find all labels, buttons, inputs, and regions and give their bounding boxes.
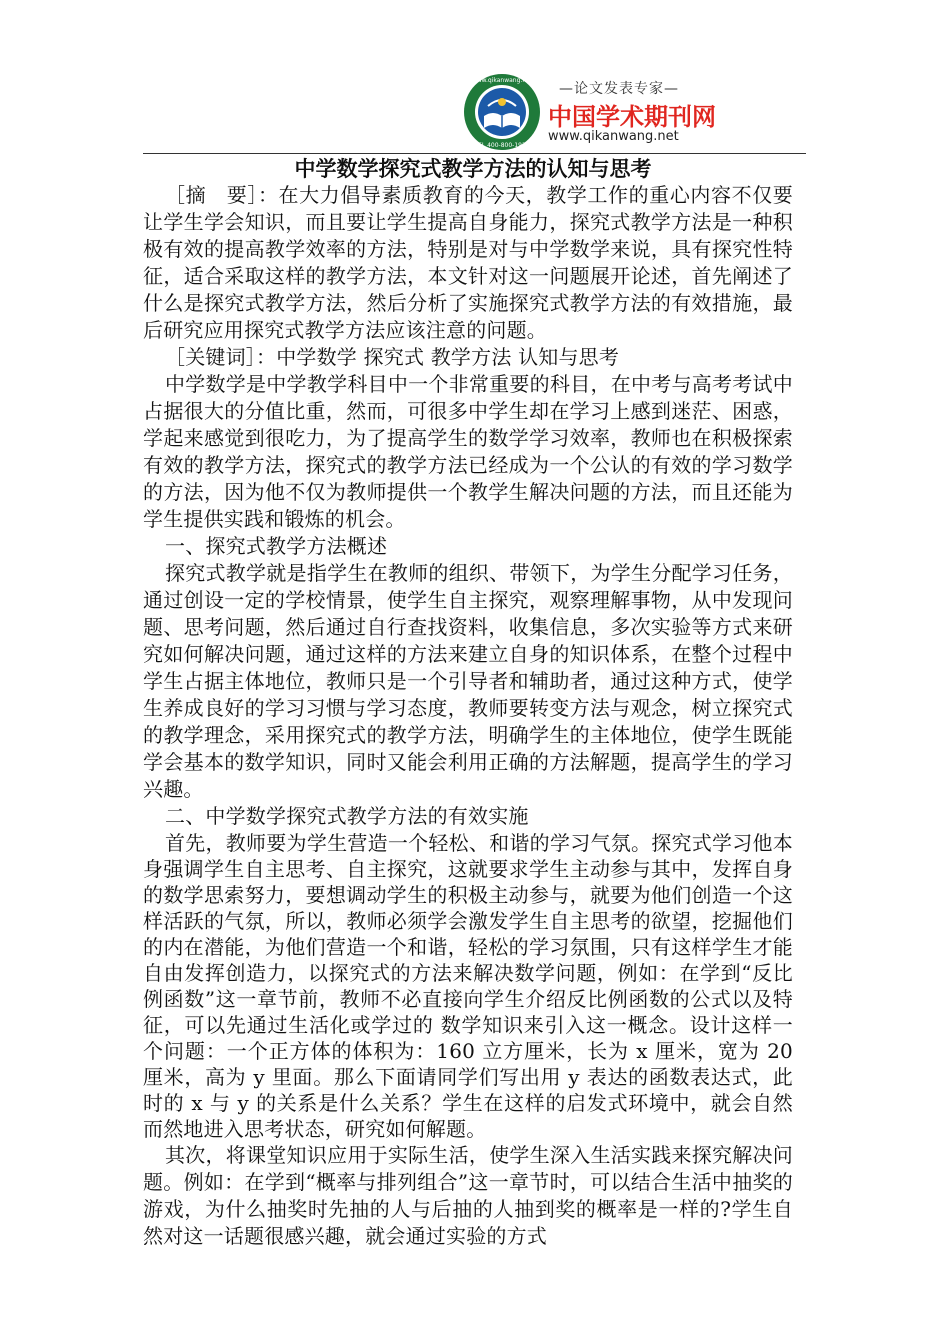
logo-site-name: 中国学术期刊网 <box>548 103 716 131</box>
seal-text-top: www.qikanwang.net <box>471 77 533 84</box>
section-1-paragraph: 探究式教学就是指学生在教师的组织、带领下，为学生分配学习任务，通过创设一定的学校情景，使学生自主探究，观察理解事物，从中发现问题、思考问题，然后通过自行查找资料，收集信息，多次实验等方式来研究如何解决问题，通过这样的方法来建立自身的知识体系，在整个过程中学生占据主体地位，教师只是一个引导者和辅助者，通过这种方式，使学生养成良好的学习习惯与学习态度，教师要转变方法与观念，树立探究式的教学理念，采用探究式的教学方法，明确学生的主体地位，使学生既能学会基本的数学知识，同时又能会利用正确的方法解题，提高学生的学习兴趣。 <box>143 561 793 801</box>
journal-logo <box>462 72 716 152</box>
globe-book-seal-icon <box>462 72 542 152</box>
intro-paragraph: 中学数学是中学教学科目中一个非常重要的科目，在中考与高考考试中占据很大的分值比重，然而，可很多中学生却在学习上感到迷茫、困惑，学起来感觉到很吃力，为了提高学生的数学学习效率，教师也在积极探索有效的教学方法，探究式的教学方法已经成为一个公认的有效的学习数学的方法，因为他不仅为教师提供一个教学生解决问题的方法，而且还能为学生提供实践和锻炼的机会。 <box>143 372 793 531</box>
document-body <box>143 156 793 1250</box>
logo-slogan: —论文发表专家— <box>559 81 679 97</box>
abstract-paragraph: ［摘 要］：在大力倡导素质教育的今天，教学工作的重心内容不仅要让学生学会知识，而且要让学生提高自身能力，探究式教学方法是一种积极有效的提高教学效率的方法，特别是对与中学数学来说，具有探究性特征，适合采取这样的教学方法，本文针对这一问题展开论述，首先阐述了什么是探究式教学方法，然后分析了实施探究式教学方法的有效措施，最后研究应用探究式教学方法应该注意的问题。 <box>143 183 793 342</box>
section-heading-1: 一、探究式教学方法概述 <box>165 534 388 558</box>
header-rule <box>143 153 806 154</box>
page-header <box>0 0 950 160</box>
section-2-paragraph-2: 其次，将课堂知识应用于实际生活，使学生深入生活实践来探究解决问题。例如：在学到“概率与排列组合”这一章节时，可以结合生活中抽奖的游戏，为什么抽奖时先抽的人与后抽的人抽到奖的概率是一样的?学生自然对这一话题很感兴趣，就会通过实验的方式 <box>143 1143 793 1248</box>
section-heading-2: 二、中学数学探究式教学方法的有效实施 <box>165 804 529 828</box>
section-2-paragraph-1: 首先，教师要为学生营造一个轻松、和谐的学习气氛。探究式学习他本身强调学生自主思考、自主探究，这就要求学生主动参与其中，发挥自身的数学思索努力，要想调动学生的积极主动参与，就要为他们创造一个这样活跃的气氛，所以，教师必须学会激发学生自主思考的欲望，挖掘他们的内在潜能，为他们营造一个和谐，轻松的学习氛围，只有这样学生才能自由发挥创造力，以探究式的方法来解决数学问题，例如：在学到“反比例函数”这一章节前，教师不必直接向学生介绍反比例函数的公式以及特征，可以先通过生活化或学过的 数学知识来引入这一概念。设计这样一个问题：一个正方体的体积为：160 立方厘米，长为 x 厘米，宽为 20 厘米，高为 y 里面。那么下面请同学们写出用 y 表达的函数表达式，此时的 x 与 y 的关系是什么关系？学生在这样的启发式环境中，就会自然而然地进入思考状态，研究如何解题。 <box>143 831 793 1141</box>
keywords-paragraph: ［关键词］：中学数学 探究式 教学方法 认知与思考 <box>165 345 620 369</box>
seal-text-bottom: TEL 400-800-1922 <box>474 142 530 149</box>
document-title: 中学数学探究式教学方法的认知与思考 <box>294 157 652 181</box>
logo-url: www.qikanwang.net <box>548 129 679 144</box>
